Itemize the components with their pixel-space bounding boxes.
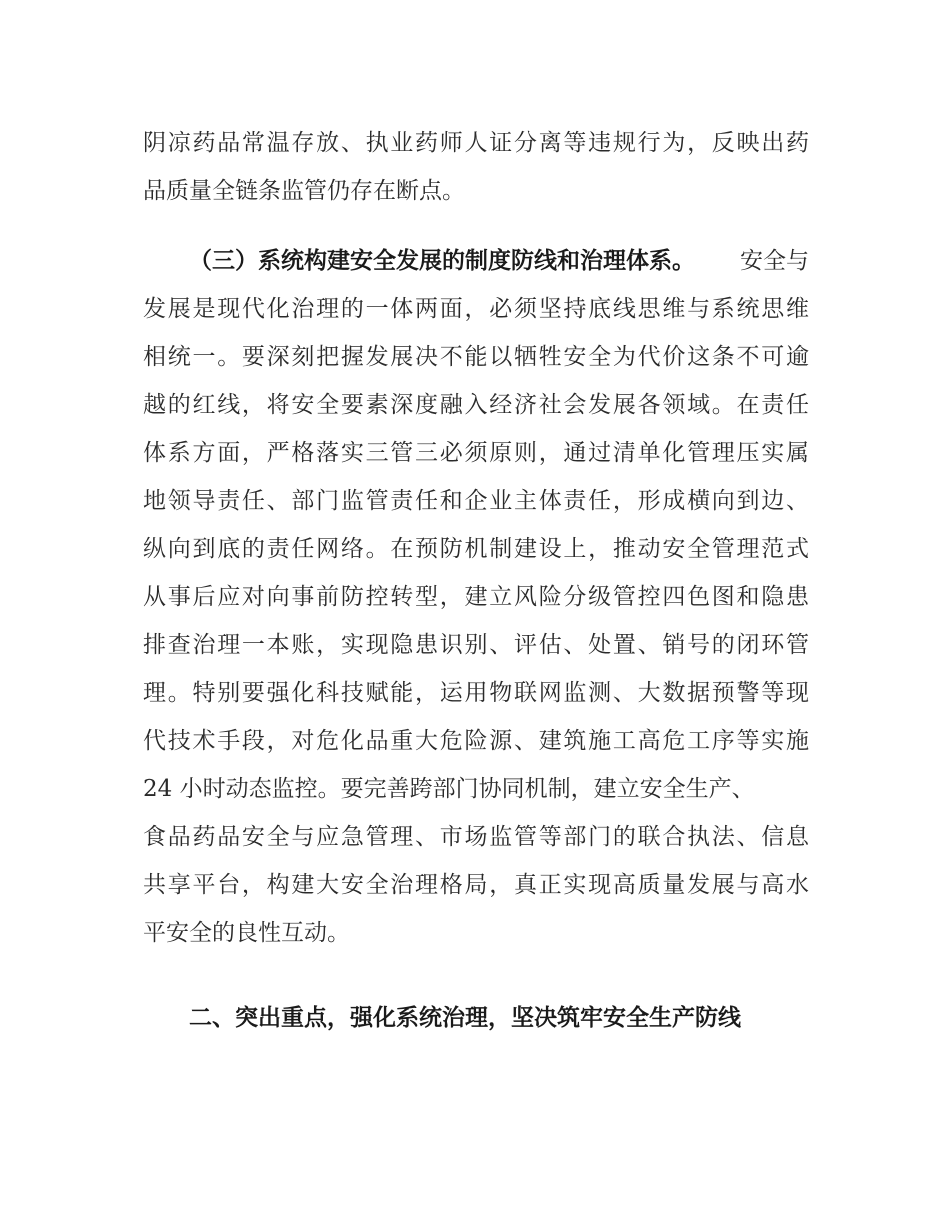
section-heading: 二、突出重点，强化系统治理，坚决筑牢安全生产防线: [189, 1005, 741, 1031]
paragraph-2-line-12: 24 小时动态监控。要完善跨部门协同机制，建立安全生产、: [143, 776, 755, 802]
paragraph-2-line-2: 发展是现代化治理的一体两面，必须坚持底线思维与系统思维: [143, 296, 809, 322]
paragraph-1-line-1: 阴凉药品常温存放、执业药师人证分离等违规行为，反映出药: [143, 130, 809, 156]
paragraph-2-line-5: 体系方面，严格落实三管三必须原则，通过清单化管理压实属: [143, 440, 809, 466]
paragraph-2-line-10: 理。特别要强化科技赋能，运用物联网监测、大数据预警等现: [143, 680, 809, 706]
paragraph-2-first-line: [189, 250, 809, 273]
paragraph-2-line-7: 纵向到底的责任网络。在预防机制建设上，推动安全管理范式: [143, 536, 809, 562]
paragraph-2-line-13: 食品药品安全与应急管理、市场监管等部门的联合执法、信息: [143, 824, 809, 850]
paragraph-2-line-8: 从事后应对向事前防控转型，建立风险分级管控四色图和隐患: [143, 584, 809, 610]
subsection-heading: （三）系统构建安全发展的制度防线和治理体系。: [189, 248, 695, 274]
paragraph-2-line-14: 共享平台，构建大安全治理格局，真正实现高质量发展与高水: [143, 872, 809, 898]
paragraph-2-line-4: 越的红线，将安全要素深度融入经济社会发展各领域。在责任: [143, 392, 809, 418]
paragraph-2-line-15: 平安全的良性互动。: [143, 920, 350, 946]
paragraph-2-first-line-text: 安全与: [740, 248, 809, 274]
paragraph-2-line-11: 代技术手段，对危化品重大危险源、建筑施工高危工序等实施: [143, 728, 809, 754]
paragraph-2-line-3: 相统一。要深刻把握发展决不能以牺牲安全为代价这条不可逾: [143, 344, 809, 370]
paragraph-2-line-9: 排查治理一本账，实现隐患识别、评估、处置、销号的闭环管: [143, 632, 809, 658]
paragraph-1-line-2: 品质量全链条监管仍存在断点。: [143, 178, 465, 204]
paragraph-2-line-6: 地领导责任、部门监管责任和企业主体责任，形成横向到边、: [143, 488, 809, 514]
